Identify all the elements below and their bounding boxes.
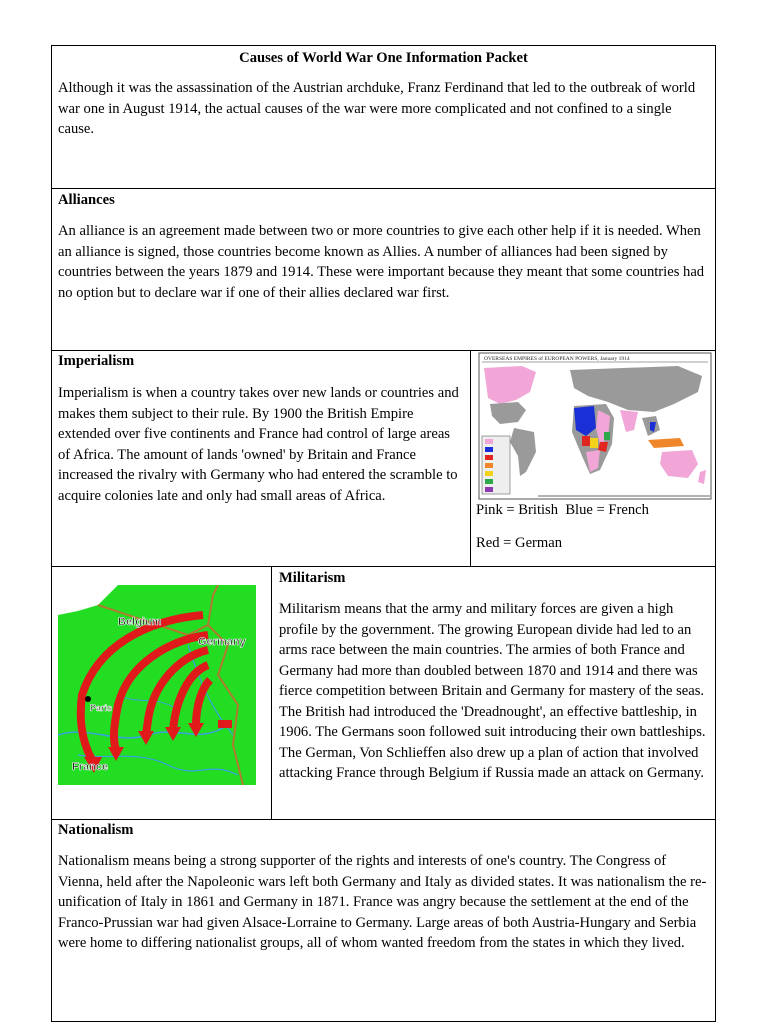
map-title: OVERSEAS EMPIRES of EUROPEAN POWERS, January 1914 [484, 356, 630, 362]
alliances-text: An alliance is an agreement made between two or more countries to give each other help if it is needed. When an alliance is signed, those countries become known as Allies. A number of alliances had been signed by countries between the years 1879 and 1914. These were important because they meant that some countries had no option but to declare war if one of their allies declared war first. [58, 223, 705, 301]
belgian-congo [590, 438, 598, 448]
empires-world-map [478, 352, 712, 500]
alliances-section [51, 188, 716, 351]
nationalism-text: Nationalism means being a strong supporter of the rights and interests of one's country. The Congress of Vienna, held after the Napoleonic wars left both Germany and Italy as divided states. It was nationalism the re-unification of Italy in 1861 and Germany in 1871. France was angry because the settlement at the end of the Franco-Prussian war had given Alsace-Lorraine to Germany. Large areas of both Austria-Hungary and Serbia were home to differing nationalist groups, all of whom wanted freedom from the states in which they lived. [58, 853, 707, 951]
alliances-heading: Alliances [58, 192, 115, 208]
label-belgium: Belgium [118, 616, 162, 628]
other-colony [604, 432, 610, 440]
map-caption-colors: Pink = British Blue = French [476, 502, 649, 518]
militarism-heading: Militarism [279, 570, 346, 586]
paris-dot [85, 696, 91, 702]
page-title: Causes of World War One Information Packet [239, 50, 528, 66]
militarism-section [51, 566, 716, 820]
nationalism-heading: Nationalism [58, 822, 134, 838]
german-africa-1 [582, 436, 590, 446]
small-arrow [218, 720, 232, 728]
imperialism-section [51, 350, 716, 567]
imperialism-heading: Imperialism [58, 353, 135, 369]
schlieffen-plan-map [58, 585, 256, 785]
militarism-text: Militarism means that the army and military forces are given a high profile by the government. The growing European divide had led to an arms race between the main countries. The armies of both France and Germany had more than doubled between 1870 and 1914 and there was fierce competition between Britain and Germany for mastery of the seas. The British had introduced the 'Dreadnought', an effective battleship, in 1906. The Germans soon followed suit introducing their own battleships. The German, Von Schlieffen also drew up a plan of action that involved attacking France through Belgium if Russia made an attack on Germany. [279, 601, 706, 781]
label-france: France [72, 761, 109, 773]
label-germany: Germany [198, 636, 246, 648]
imperialism-divider [470, 351, 471, 566]
intro-section [51, 45, 716, 189]
militarism-divider [271, 567, 272, 819]
intro-text: Although it was the assassination of the Austrian archduke, Franz Ferdinand that led to the outbreak of world war one in August 1914, the actual causes of the war were more complicated and not confined to a single cause. [58, 80, 696, 137]
label-paris: Paris [90, 703, 113, 713]
nationalism-section [51, 819, 716, 1022]
imperialism-text: Imperialism is when a country takes over new lands or countries and makes them subject to their rule. By 1900 the British Empire extended over five continents and France had control of large areas of Africa. The amount of lands 'owned' by Britain and France increased the rivalry with Germany who had entered the scramble to acquire colonies late and only had small areas of Africa. [58, 385, 459, 504]
map-caption-german: Red = German [476, 535, 563, 551]
